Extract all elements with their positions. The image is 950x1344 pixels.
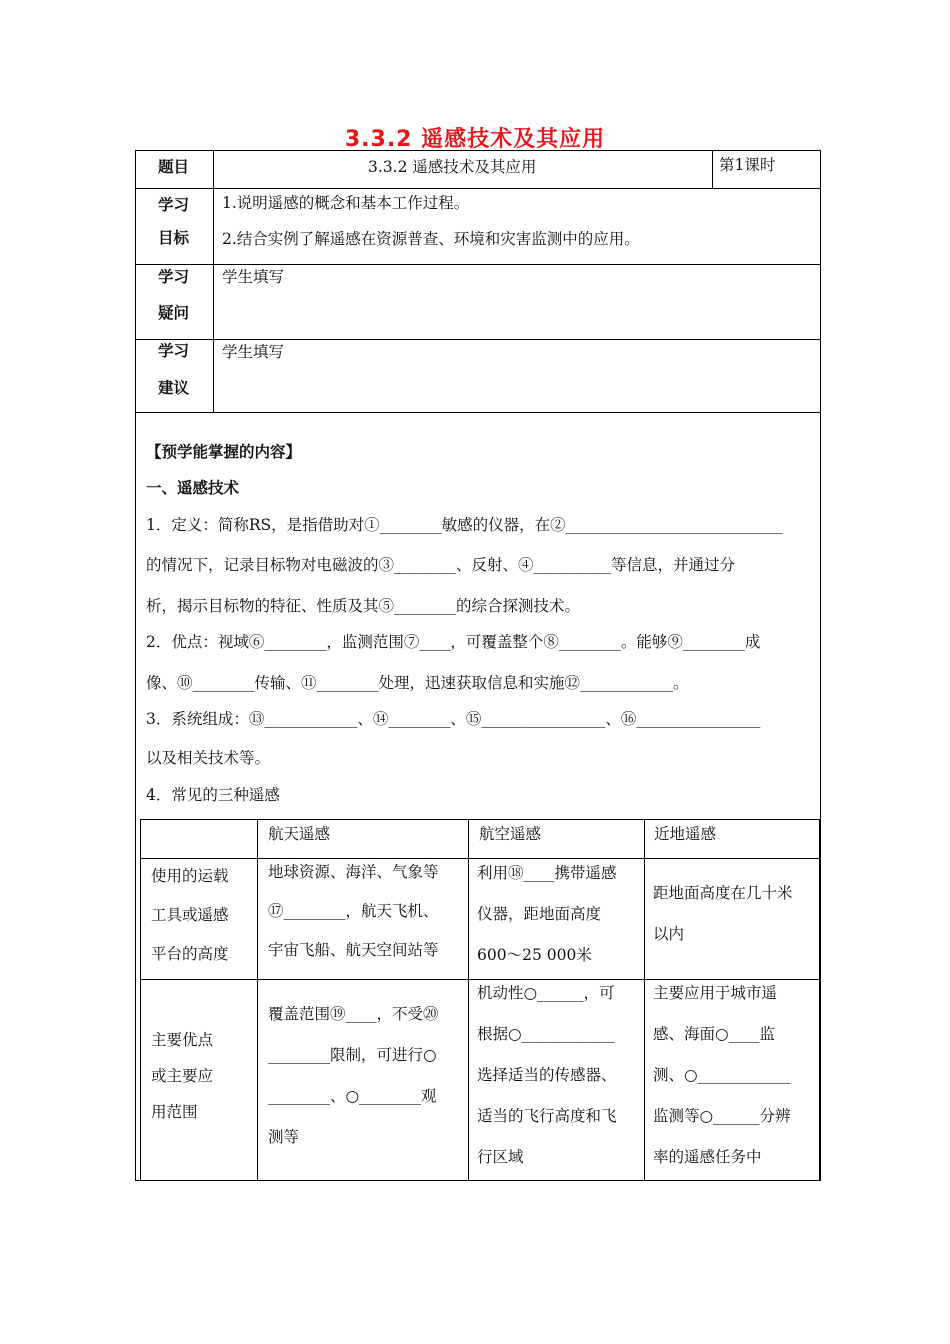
row-label: 主要优点 或主要应 用范围 <box>151 1031 214 1121</box>
divider <box>468 820 469 1180</box>
advice-label: 建议 <box>158 379 190 397</box>
cell-space-platform: 地球资源、海洋、气象等 ⑰________，航天飞机、 宇宙飞船、航天空间站等 <box>268 863 439 959</box>
goal-label: 目标 <box>158 229 190 247</box>
divider <box>136 264 820 265</box>
cell-near-platform: 距地面高度在几十米 以内 <box>653 884 793 943</box>
doubt-label: 学习 <box>158 268 190 286</box>
advice-label: 学习 <box>158 342 190 360</box>
section-header: 【预学能掌握的内容】 <box>146 443 302 461</box>
lesson-table <box>135 150 821 1181</box>
cell-air-platform: 利用⑱____携带遥感 仪器，距地面高度 600～25 000米 <box>477 864 617 964</box>
content-line: 3．系统组成：⑬____________、⑭________、⑮________________、⑯________________ <box>146 710 761 728</box>
cell-near-advantages: 主要应用于城市遥 感、海面○____监 测、○____________ 监测等○______分辨 率的遥感任务中 <box>653 984 791 1166</box>
content-line: 以及相关技术等。 <box>146 749 271 767</box>
content-line: 4．常见的三种遥感 <box>146 786 280 804</box>
column-header-near: 近地遥感 <box>654 825 717 843</box>
advice-text: 学生填写 <box>222 343 285 361</box>
header-period: 第1课时 <box>719 156 776 174</box>
goal-item: 2.结合实例了解遥感在资源普查、环境和灾害监测中的应用。 <box>222 230 640 248</box>
remote-sensing-comparison-table <box>140 819 820 1180</box>
doubt-text: 学生填写 <box>222 268 285 286</box>
column-header-air: 航空遥感 <box>479 825 542 843</box>
header-topic: 3.3.2 遥感技术及其应用 <box>368 158 537 176</box>
part-title: 一、遥感技术 <box>146 479 240 497</box>
divider <box>136 339 820 340</box>
cell-air-advantages: 机动性○______，可 根据○____________ 选择适当的传感器、 适当的飞行高度和飞 行区域 <box>477 984 617 1166</box>
divider <box>213 151 214 412</box>
divider <box>136 188 820 189</box>
content-line: 像、⑩________传输、⑪________处理，迅速获取信息和实施⑫____________。 <box>146 674 689 692</box>
row-label: 使用的运载 工具或遥感 平台的高度 <box>151 867 229 963</box>
divider <box>712 151 713 188</box>
goal-item: 1.说明遥感的概念和基本工作过程。 <box>222 194 470 212</box>
goal-label: 学习 <box>158 196 190 214</box>
cell-space-advantages: 覆盖范围⑲____，不受⑳ ________限制，可进行○ ________、○________观 测等 <box>268 1005 439 1146</box>
content-line: 2．优点：视域⑥________，监测范围⑦____，可覆盖整个⑧________。能够⑨________成 <box>146 633 761 651</box>
divider <box>257 820 258 1180</box>
column-header-space: 航天遥感 <box>268 825 331 843</box>
divider <box>644 820 645 1180</box>
divider <box>136 412 820 413</box>
header-label: 题目 <box>158 158 190 176</box>
content-line: 1．定义：简称RS，是指借助对①________敏感的仪器，在②____________________________ <box>146 516 783 534</box>
content-line: 的情况下，记录目标物对电磁波的③________、反射、④__________等信息，并通过分 <box>146 556 736 574</box>
content-line: 析，揭示目标物的特征、性质及其⑤________的综合探测技术。 <box>146 597 581 615</box>
doubt-label: 疑问 <box>158 304 190 322</box>
document-title: 3.3.2 遥感技术及其应用 <box>344 127 606 152</box>
